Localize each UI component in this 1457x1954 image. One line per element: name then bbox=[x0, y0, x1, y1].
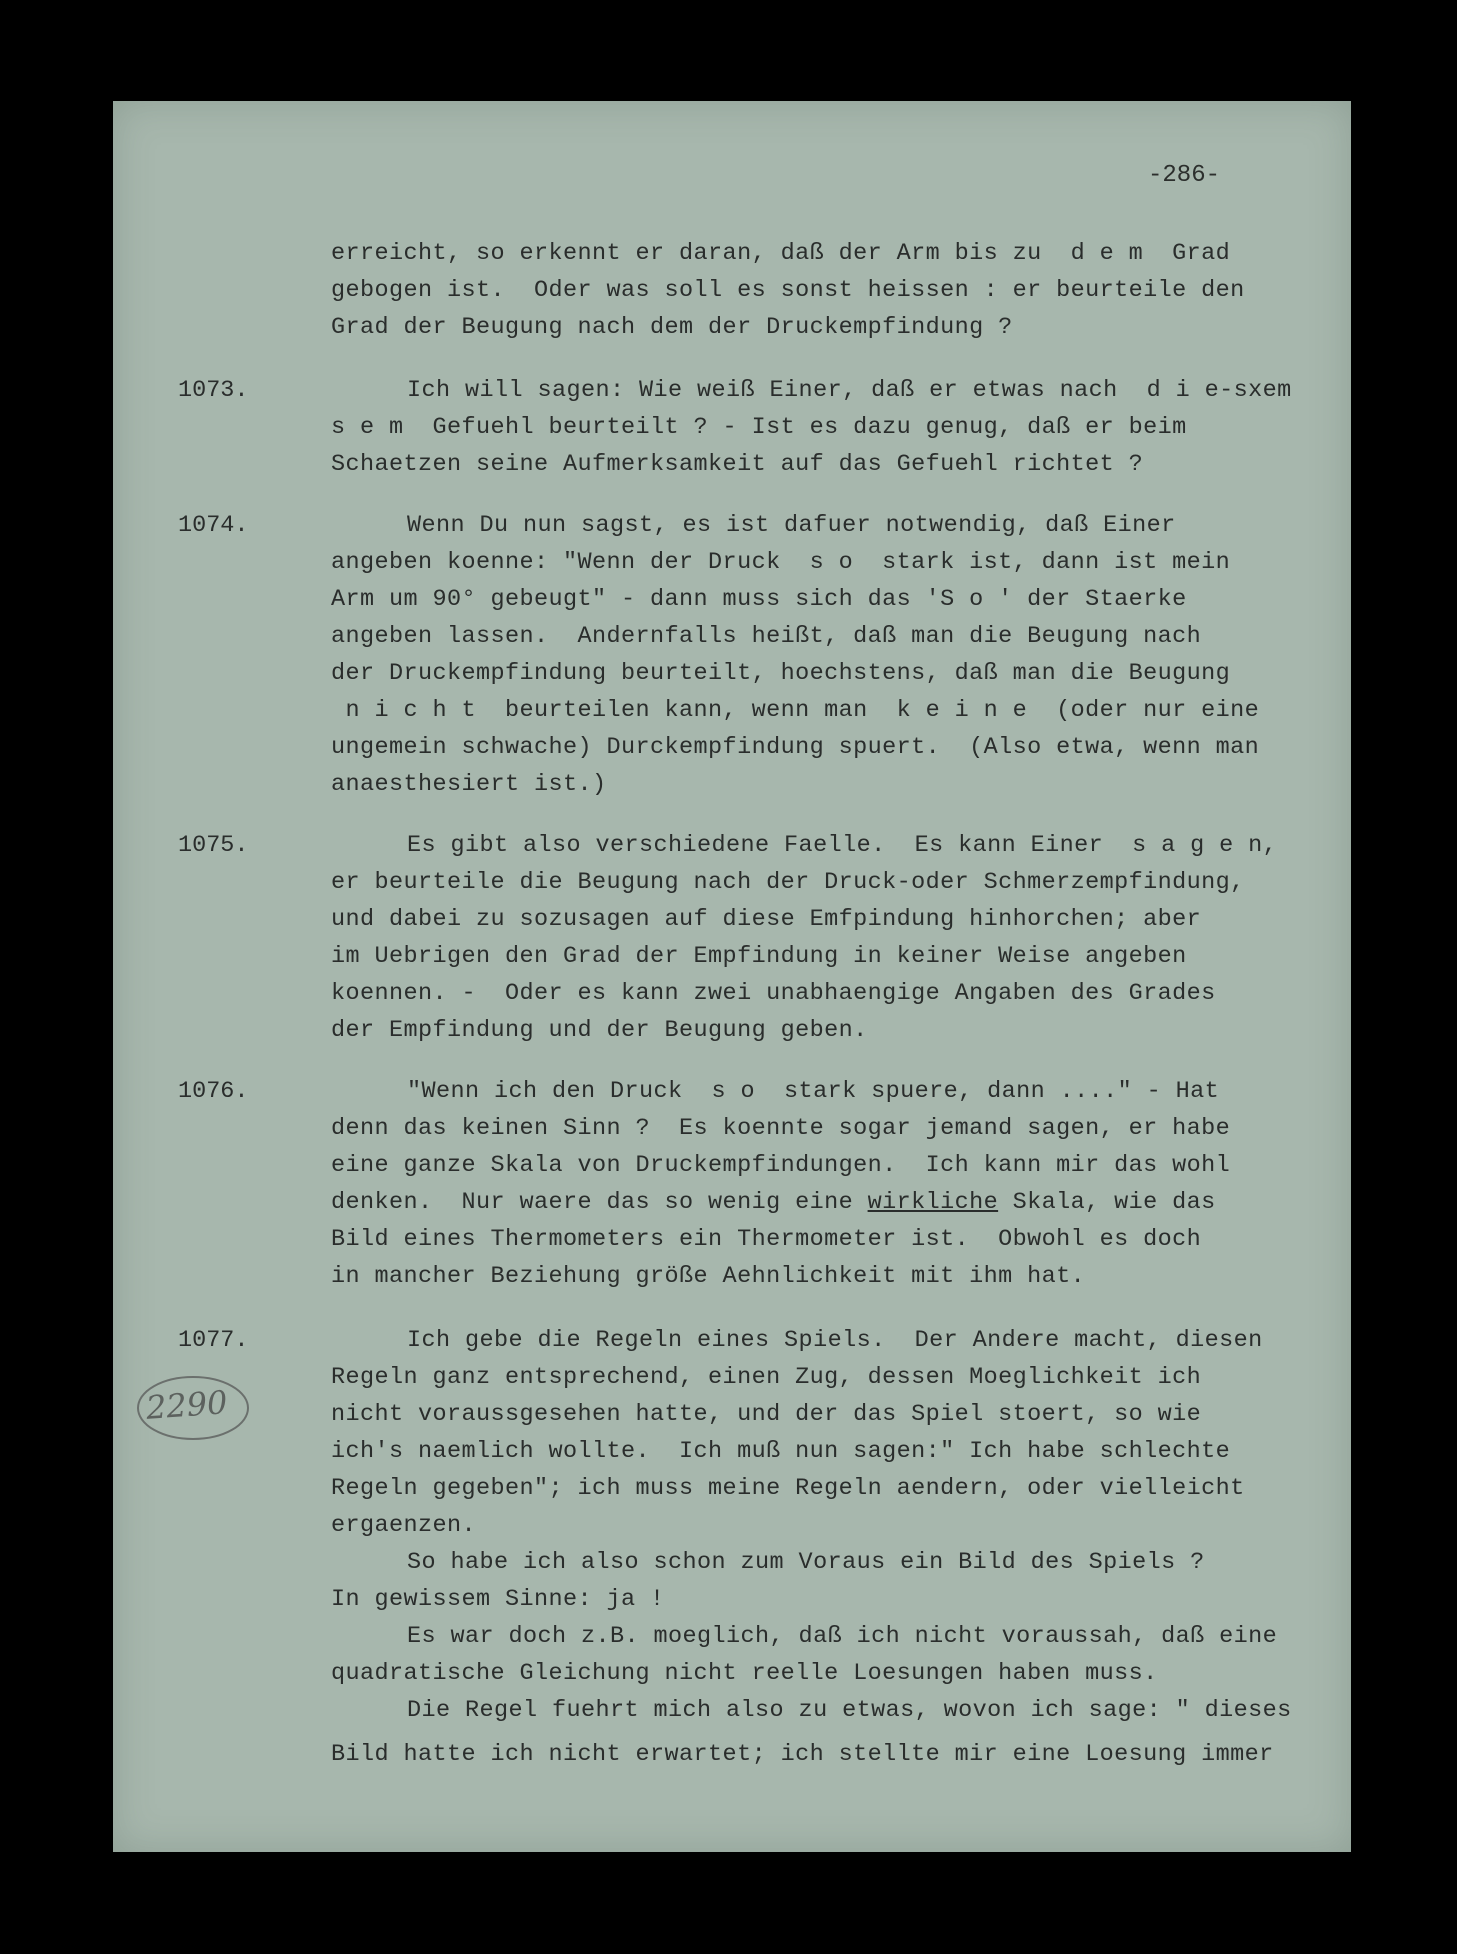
text-line: erreicht, so erkennt er daran, daß der Arm bis zu d e m Grad bbox=[331, 240, 1231, 267]
text-line: In gewissem Sinne: ja ! bbox=[331, 1586, 665, 1613]
text-line: der Druckempfindung beurteilt, hoechstens, daß man die Beugung bbox=[331, 660, 1231, 687]
text-line: Die Regel fuehrt mich also zu etwas, wovon ich sage: " dieses bbox=[407, 1697, 1292, 1724]
text-line: ungemein schwache) Durckempfindung spuert. (Also etwa, wenn man bbox=[331, 734, 1260, 761]
pencil-archive-number: 2290 bbox=[144, 1383, 229, 1427]
text-line: Bild hatte ich nicht erwartet; ich stellte mir eine Loesung immer bbox=[331, 1741, 1274, 1768]
underlined-word: wirkliche bbox=[867, 1189, 999, 1216]
text-line: Regeln gegeben"; ich muss meine Regeln aendern, oder vielleicht bbox=[331, 1475, 1245, 1502]
section-number-1077: 1077. bbox=[178, 1327, 249, 1354]
text-line: Arm um 90° gebeugt" - dann muss sich das 'S o ' der Staerke bbox=[331, 586, 1187, 613]
text-line: ich's naemlich wollte. Ich muß nun sagen:" Ich habe schlechte bbox=[331, 1438, 1231, 1465]
text-line: Grad der Beugung nach dem der Druckempfindung ? bbox=[331, 314, 1013, 341]
text-segment: denken. Nur waere das so wenig eine bbox=[331, 1189, 868, 1216]
text-line: "Wenn ich den Druck s o stark spuere, dann ...." - Hat bbox=[407, 1078, 1220, 1105]
text-line: So habe ich also schon zum Voraus ein Bild des Spiels ? bbox=[407, 1549, 1205, 1576]
text-line: Bild eines Thermometers ein Thermometer ist. Obwohl es doch bbox=[331, 1226, 1202, 1253]
text-line: eine ganze Skala von Druckempfindungen. Ich kann mir das wohl bbox=[331, 1152, 1231, 1179]
text-line: gebogen ist. Oder was soll es sonst heissen : er beurteile den bbox=[331, 277, 1245, 304]
text-line: koennen. - Oder es kann zwei unabhaengige Angaben des Grades bbox=[331, 980, 1216, 1007]
text-line: Wenn Du nun sagst, es ist dafuer notwendig, daß Einer bbox=[407, 512, 1176, 539]
text-line: und dabei zu sozusagen auf diese Emfpindung hinhorchen; aber bbox=[331, 906, 1202, 933]
text-line: s e m Gefuehl beurteilt ? - Ist es dazu genug, daß er beim bbox=[331, 414, 1187, 441]
text-line: angeben lassen. Andernfalls heißt, daß man die Beugung nach bbox=[331, 623, 1202, 650]
text-line: er beurteile die Beugung nach der Druck-oder Schmerzempfindung, bbox=[331, 869, 1245, 896]
text-line: Es war doch z.B. moeglich, daß ich nicht voraussah, daß eine bbox=[407, 1623, 1278, 1650]
text-line: Regeln ganz entsprechend, einen Zug, dessen Moeglichkeit ich bbox=[331, 1364, 1202, 1391]
text-line: quadratische Gleichung nicht reelle Loesungen haben muss. bbox=[331, 1660, 1158, 1687]
text-line: denn das keinen Sinn ? Es koennte sogar jemand sagen, er habe bbox=[331, 1115, 1231, 1142]
text-line: im Uebrigen den Grad der Empfindung in keiner Weise angeben bbox=[331, 943, 1187, 970]
page-number: -286- bbox=[1148, 162, 1221, 189]
section-number-1073: 1073. bbox=[178, 377, 249, 404]
text-line: Ich gebe die Regeln eines Spiels. Der Andere macht, diesen bbox=[407, 1327, 1263, 1354]
text-line: der Empfindung und der Beugung geben. bbox=[331, 1017, 868, 1044]
section-number-1076: 1076. bbox=[178, 1078, 249, 1105]
text-line: n i c h t beurteilen kann, wenn man k e i n e (oder nur eine bbox=[331, 697, 1260, 724]
text-line: in mancher Beziehung größe Aehnlichkeit mit ihm hat. bbox=[331, 1263, 1086, 1290]
text-line: Ich will sagen: Wie weiß Einer, daß er etwas nach d i e-sxem bbox=[407, 377, 1292, 404]
text-line: Schaetzen seine Aufmerksamkeit auf das Gefuehl richtet ? bbox=[331, 451, 1144, 478]
section-number-1075: 1075. bbox=[178, 832, 249, 859]
text-segment: Skala, wie das bbox=[998, 1189, 1216, 1216]
text-line bbox=[331, 1189, 1216, 1216]
section-number-1074: 1074. bbox=[178, 512, 249, 539]
text-line: ergaenzen. bbox=[331, 1512, 477, 1539]
text-line: angeben koenne: "Wenn der Druck s o stark ist, dann ist mein bbox=[331, 549, 1231, 576]
typescript-page bbox=[113, 101, 1351, 1852]
text-line: anaesthesiert ist.) bbox=[331, 771, 607, 798]
text-line: Es gibt also verschiedene Faelle. Es kann Einer s a g e n, bbox=[407, 832, 1278, 859]
text-line: nicht voraussgesehen hatte, und der das Spiel stoert, so wie bbox=[331, 1401, 1202, 1428]
